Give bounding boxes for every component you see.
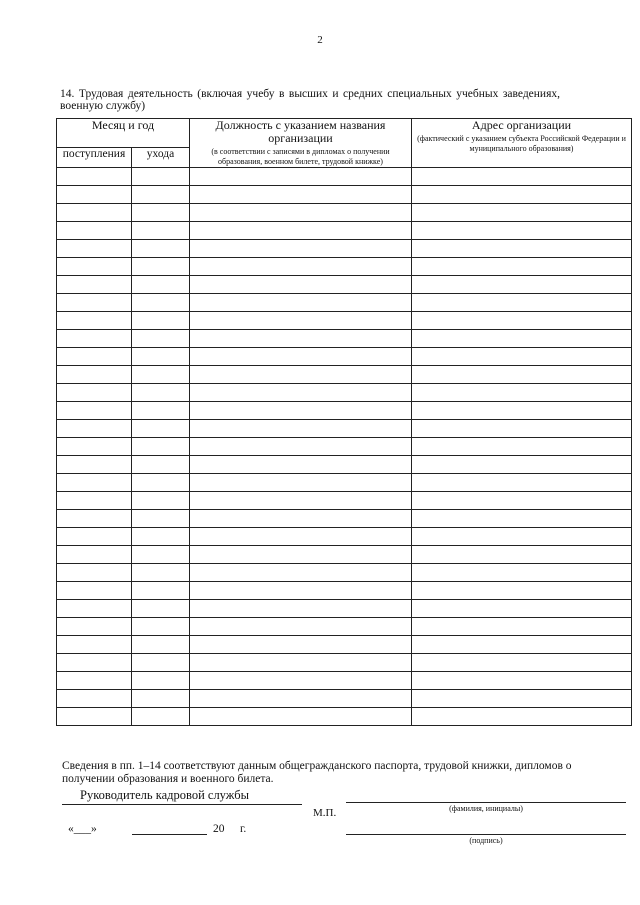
entry-cell[interactable] — [57, 438, 132, 456]
position-cell[interactable] — [190, 366, 412, 384]
position-cell[interactable] — [190, 582, 412, 600]
table-row — [57, 510, 632, 528]
exit-cell[interactable] — [132, 636, 190, 654]
exit-cell[interactable] — [132, 582, 190, 600]
position-cell[interactable] — [190, 384, 412, 402]
table-row — [57, 636, 632, 654]
table-row — [57, 186, 632, 204]
year-suffix: г. — [240, 823, 247, 835]
entry-cell[interactable] — [57, 312, 132, 330]
address-cell[interactable] — [412, 420, 632, 438]
table-row — [57, 366, 632, 384]
address-cell[interactable] — [412, 618, 632, 636]
position-cell[interactable] — [190, 546, 412, 564]
position-cell[interactable] — [190, 528, 412, 546]
hr-head-line — [62, 804, 302, 805]
address-cell[interactable] — [412, 708, 632, 726]
header-address-title: Адрес организации — [471, 118, 572, 132]
position-cell[interactable] — [190, 474, 412, 492]
address-cell[interactable] — [412, 672, 632, 690]
position-cell[interactable] — [190, 456, 412, 474]
entry-cell[interactable] — [57, 474, 132, 492]
table-row — [57, 564, 632, 582]
address-cell[interactable] — [412, 168, 632, 186]
table-row — [57, 546, 632, 564]
address-cell[interactable] — [412, 258, 632, 276]
exit-cell[interactable] — [132, 654, 190, 672]
entry-cell[interactable] — [57, 384, 132, 402]
table-row — [57, 672, 632, 690]
entry-cell[interactable] — [57, 204, 132, 222]
exit-cell[interactable] — [132, 420, 190, 438]
address-cell[interactable] — [412, 330, 632, 348]
address-cell[interactable] — [412, 546, 632, 564]
entry-cell[interactable] — [57, 420, 132, 438]
exit-cell[interactable] — [132, 312, 190, 330]
table-row — [57, 258, 632, 276]
exit-cell[interactable] — [132, 690, 190, 708]
address-cell[interactable] — [412, 438, 632, 456]
header-address-note: (фактический с указанием субъекта Российской Федерации и муниципального образования) — [417, 134, 626, 153]
position-cell[interactable] — [190, 636, 412, 654]
position-cell[interactable] — [190, 402, 412, 420]
address-cell[interactable] — [412, 294, 632, 312]
table-row — [57, 312, 632, 330]
exit-cell[interactable] — [132, 672, 190, 690]
address-cell[interactable] — [412, 240, 632, 258]
table-row — [57, 600, 632, 618]
address-cell[interactable] — [412, 654, 632, 672]
table-row — [57, 384, 632, 402]
exit-cell[interactable] — [132, 384, 190, 402]
header-entry: поступления — [57, 148, 132, 168]
address-cell[interactable] — [412, 600, 632, 618]
table-body — [57, 168, 632, 726]
position-cell[interactable] — [190, 690, 412, 708]
entry-cell[interactable] — [57, 546, 132, 564]
exit-cell[interactable] — [132, 366, 190, 384]
entry-cell[interactable] — [57, 708, 132, 726]
table-row — [57, 420, 632, 438]
exit-cell[interactable] — [132, 258, 190, 276]
exit-cell[interactable] — [132, 600, 190, 618]
header-position-note: (в соответствии с записями в дипломах о получении образования, военном билете, трудовой книжке) — [211, 147, 390, 166]
address-cell[interactable] — [412, 186, 632, 204]
entry-cell[interactable] — [57, 618, 132, 636]
position-cell[interactable] — [190, 330, 412, 348]
table-row — [57, 582, 632, 600]
position-cell[interactable] — [190, 168, 412, 186]
position-cell[interactable] — [190, 492, 412, 510]
exit-cell[interactable] — [132, 510, 190, 528]
entry-cell[interactable] — [57, 582, 132, 600]
address-cell[interactable] — [412, 582, 632, 600]
signature-caption: (подпись) — [469, 836, 503, 845]
employment-history-table — [56, 118, 632, 726]
position-cell[interactable] — [190, 186, 412, 204]
position-cell[interactable] — [190, 672, 412, 690]
exit-cell[interactable] — [132, 456, 190, 474]
position-cell[interactable] — [190, 438, 412, 456]
header-position — [190, 119, 412, 168]
table-row — [57, 240, 632, 258]
table-row — [57, 294, 632, 312]
exit-cell[interactable] — [132, 708, 190, 726]
address-cell[interactable] — [412, 348, 632, 366]
entry-cell[interactable] — [57, 276, 132, 294]
entry-cell[interactable] — [57, 186, 132, 204]
entry-cell[interactable] — [57, 240, 132, 258]
exit-cell[interactable] — [132, 564, 190, 582]
table-row — [57, 654, 632, 672]
table-header-row — [57, 119, 632, 148]
exit-cell[interactable] — [132, 204, 190, 222]
table-row — [57, 438, 632, 456]
name-line[interactable] — [346, 802, 626, 803]
exit-cell[interactable] — [132, 618, 190, 636]
entry-cell[interactable] — [57, 366, 132, 384]
exit-cell[interactable] — [132, 222, 190, 240]
address-cell[interactable] — [412, 222, 632, 240]
table-row — [57, 708, 632, 726]
hr-head-label: Руководитель кадровой службы — [80, 788, 249, 802]
address-cell[interactable] — [412, 528, 632, 546]
name-caption: (фамилия, инициалы) — [449, 804, 523, 813]
address-cell[interactable] — [412, 492, 632, 510]
position-cell[interactable] — [190, 600, 412, 618]
position-cell[interactable] — [190, 294, 412, 312]
address-cell[interactable] — [412, 276, 632, 294]
position-cell[interactable] — [190, 312, 412, 330]
exit-cell[interactable] — [132, 474, 190, 492]
exit-cell[interactable] — [132, 546, 190, 564]
position-cell[interactable] — [190, 348, 412, 366]
page-number: 2 — [317, 34, 323, 46]
exit-cell[interactable] — [132, 168, 190, 186]
address-cell[interactable] — [412, 564, 632, 582]
table-row — [57, 276, 632, 294]
exit-cell[interactable] — [132, 492, 190, 510]
address-cell[interactable] — [412, 690, 632, 708]
table-row — [57, 492, 632, 510]
entry-cell[interactable] — [57, 456, 132, 474]
entry-cell[interactable] — [57, 690, 132, 708]
address-cell[interactable] — [412, 384, 632, 402]
position-cell[interactable] — [190, 222, 412, 240]
entry-cell[interactable] — [57, 492, 132, 510]
exit-cell[interactable] — [132, 276, 190, 294]
table-row — [57, 456, 632, 474]
entry-cell[interactable] — [57, 600, 132, 618]
address-cell[interactable] — [412, 204, 632, 222]
entry-cell[interactable] — [57, 528, 132, 546]
entry-cell[interactable] — [57, 168, 132, 186]
address-cell[interactable] — [412, 456, 632, 474]
position-cell[interactable] — [190, 276, 412, 294]
entry-cell[interactable] — [57, 348, 132, 366]
year-prefix: 20 — [213, 823, 225, 835]
entry-cell[interactable] — [57, 564, 132, 582]
entry-cell[interactable] — [57, 294, 132, 312]
stamp-label: М.П. — [313, 807, 337, 819]
section-heading: 14. Трудовая деятельность (включая учебу в высших и средних специальных учебных заведениях, военную службу) — [60, 88, 560, 112]
entry-cell[interactable] — [57, 672, 132, 690]
entry-cell[interactable] — [57, 402, 132, 420]
table-row — [57, 348, 632, 366]
table-row — [57, 528, 632, 546]
position-cell[interactable] — [190, 258, 412, 276]
address-cell[interactable] — [412, 402, 632, 420]
entry-cell[interactable] — [57, 222, 132, 240]
signature-line[interactable] — [346, 834, 626, 835]
table-row — [57, 690, 632, 708]
table-row — [57, 168, 632, 186]
entry-cell[interactable] — [57, 258, 132, 276]
address-cell[interactable] — [412, 510, 632, 528]
entry-cell[interactable] — [57, 654, 132, 672]
exit-cell[interactable] — [132, 348, 190, 366]
table-row — [57, 330, 632, 348]
verification-note: Сведения в пп. 1–14 соответствуют данным общегражданского паспорта, трудовой книжки, дипломов о получении образования и военного билета. — [62, 760, 572, 785]
address-cell[interactable] — [412, 474, 632, 492]
exit-cell[interactable] — [132, 528, 190, 546]
position-cell[interactable] — [190, 204, 412, 222]
table-row — [57, 618, 632, 636]
exit-cell[interactable] — [132, 402, 190, 420]
entry-cell[interactable] — [57, 636, 132, 654]
exit-cell[interactable] — [132, 240, 190, 258]
date-month-line[interactable] — [132, 834, 207, 835]
position-cell[interactable] — [190, 564, 412, 582]
position-cell[interactable] — [190, 654, 412, 672]
position-cell[interactable] — [190, 240, 412, 258]
header-exit: ухода — [132, 148, 190, 168]
exit-cell[interactable] — [132, 186, 190, 204]
table-row — [57, 204, 632, 222]
exit-cell[interactable] — [132, 294, 190, 312]
address-cell[interactable] — [412, 312, 632, 330]
address-cell[interactable] — [412, 636, 632, 654]
header-position-title: Должность с указанием названия организации — [215, 118, 386, 145]
position-cell[interactable] — [190, 420, 412, 438]
table-row — [57, 474, 632, 492]
date-day-field[interactable]: «___» — [68, 823, 97, 835]
table-row — [57, 222, 632, 240]
exit-cell[interactable] — [132, 438, 190, 456]
table-row — [57, 402, 632, 420]
position-cell[interactable] — [190, 510, 412, 528]
header-month-year: Месяц и год — [57, 119, 190, 148]
header-address — [412, 119, 632, 168]
entry-cell[interactable] — [57, 510, 132, 528]
position-cell[interactable] — [190, 618, 412, 636]
entry-cell[interactable] — [57, 330, 132, 348]
address-cell[interactable] — [412, 366, 632, 384]
position-cell[interactable] — [190, 708, 412, 726]
exit-cell[interactable] — [132, 330, 190, 348]
